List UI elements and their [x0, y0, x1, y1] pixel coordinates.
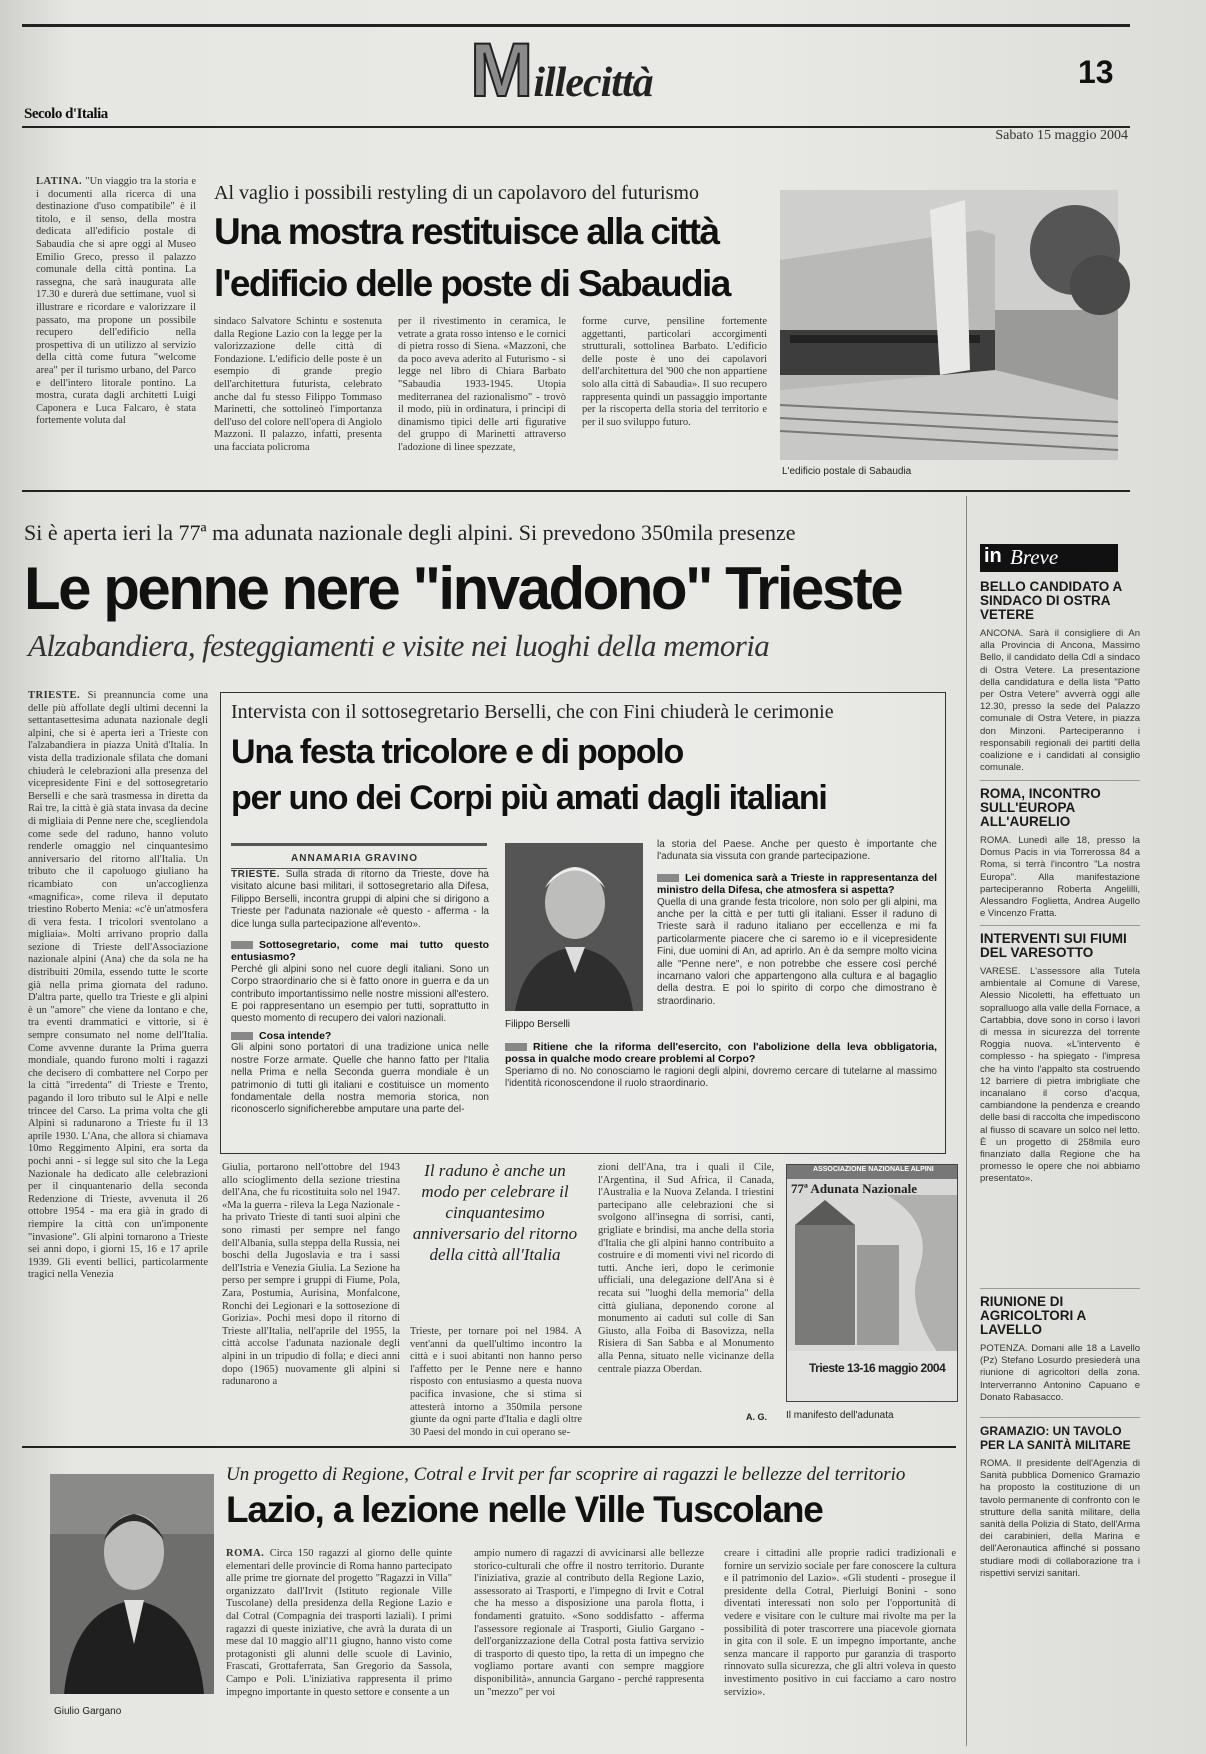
berselli-caption: Filippo Berselli [505, 1019, 571, 1030]
article-text: Circa 150 ragazzi al giorno delle quinte elementari delle provincie di Roma hanno partecipato alle prime tre giornate del progetto "Ragazzi in Villa" organizzato dall'Irvit (Istituto regionale Ville Tuscolane) della presidenza della Regione Lazio e dal Cotral (Compagnia dei trasporti laziali). I primi ragazzi di queste iniziative, che avrà la durata di un mese dal 10 maggio all'11 giugno, hanno visto come protagonisti gli alunni delle scuole di Lavinio, Frascati, Grottaferrata, San Gregorio da Sassola, Campo e Poli. L'iniziativa rappresenta il primo impegno importante in questo settore e consente a un [226, 1548, 452, 1698]
brevi-header-breve: Breve [1010, 545, 1059, 569]
brevi-text: ANCONA. Sarà il consigliere di An alla Provincia di Ancona, Massimo Bello, il candidato della Cdl a sindaco di Ostra Vetere. La presentazione della candidatura e della lista "Patto per Ostra Vetere" avverrà oggi alle 12.30, presso la sede del Palazzo comunale di Ostra Vetere, in piazza don Minzoni. Parteciperanno i responsabili regionali dei partiti della coalizione e i candidati al consiglio comunale. [980, 628, 1140, 774]
brevi-list [980, 580, 1140, 1614]
brevi-item [980, 1288, 1140, 1417]
brevi-text: ROMA. Lunedì alle 18, presso la Domus Pacis in via Torrerossa 84 a Roma, si terrà l'incontro "La nostra Europa". Alla manifestazione parteciperanno Roberta Angelilli, Alessandro Foglietta, Andrea Augello e Vincenzo Fratta. [980, 835, 1140, 920]
question-text: Cosa intende? [259, 1029, 332, 1042]
answer: Gli alpini sono portatori di una tradizione unica nelle nostre Forze armate. Quelle che hanno fatto per l'Italia nella Prima e nella Seconda guerra mondiale è un patrimonio di tutti gli italiani e costituisce un momento fondamentale della nostra memoria storica, non riconoscerlo significherebbe amputare una parte del- [231, 1042, 489, 1116]
adunata-poster [786, 1164, 958, 1402]
alpini-column-3: Trieste, per tornare poi nel 1984. A vent'anni da quell'ultimo incontro la città e i suoi abitanti non hanno perso l'affetto per le Penne nere e hanno risposto con entusiasmo a questa nuova pacifica invasione, che si stima si attesterà intorno a 350mila persone giunte da ogni parte d'Italia e dagli oltre 30 Paesi del mondo in cui operano se- [410, 1326, 582, 1438]
article-signature: A. G. [746, 1412, 768, 1422]
lazio-column-2: ampio numero di ragazzi di avvicinarsi alle bellezze storico-culturali che offre il nostro territorio. Durante l'iniziativa, grazie al contributo della Regione Lazio, assessorato ai Trasporti, e l'impegno di Irvit e Cotral che ha messo a disposizione una parola flotta, i fondamenti gratuito. «Sono soddisfatto - afferma l'assessore regionale ai Trasporti, Giulio Gargano - dell'organizzazione della Cotral posta fattiva servizio di trasporto di questo tipo, la retta di un impegno che vogliamo portare avanti con sempre maggiore disponibilità», annuncia Gargano - perché rappresenta un "mezzo" per voi [474, 1548, 704, 1698]
portrait-image [50, 1474, 214, 1694]
alpini-column-2: Giulia, portarono nell'ottobre del 1943 allo scioglimento della sezione triestina dell'Ana, che fu ricostituita solo nel 1947. «Ma la guerra - rileva la Lega Nazionale - ha privato Trieste di tanti suoi alpini che sono rimasti per sempre nel fango dell'Albania, sulla steppa della Russia, nei boschi della Jugoslavia e tra i sassi dell'Istria e Venezia Giulia. La Sezione ha perso per sempre i gruppi di Fiume, Pola, Zara, Postumia, Aurisina, Monfalcone, Ronchi dei Legionari e la sottosezione di Gorizia». Pochi mesi dopo il ritorno di Trieste all'Italia, nell'aprile del 1955, la città accolse l'adunata nazionale degli alpini in un tripudio di folla; e dieci anni dopo (1965) nuovamente gli alpini si radunarono a [222, 1162, 400, 1388]
brevi-title: INTERVENTI SUI FIUMI DEL VARESOTTO [980, 931, 1127, 960]
question [657, 872, 937, 897]
poster-caption: Il manifesto dell'adunata [786, 1410, 894, 1421]
post-office-building-image [780, 190, 1118, 460]
brevi-item [980, 780, 1140, 925]
brevi-item [980, 925, 1140, 1288]
berselli-photo [505, 843, 643, 1011]
gargano-caption: Giulio Gargano [54, 1706, 122, 1717]
sabaudia-column-3: per il rivestimento in ceramica, le vetrate a grata rosso intenso e le cornici di pietra rosso di Siena. «Mazzoni, che da poco aveva aderito al Futurismo - si legge nel libro di Chiara Barbato "Sabaudia 1933-1945. Utopia mediterranea del razionalismo" - trovò il modo, più in ordinatura, i princìpi di dinamismo tipici delle arti figurative del gruppo di Marinetti attraverso l'adozione di linee spezzate, [398, 316, 566, 453]
section-initial: M [470, 28, 534, 113]
question [505, 1041, 937, 1066]
article-text: Si preannuncia come una delle più affollate degli ultimi decenni la settantasettesima adunata nazionale degli alpini, che si è aperta ieri a Trieste con l'alzabandiera in piazza Unità d'Italia. In vista della tradizionale sfilata che domani chiuderà le celebrazioni alla presenza del vicepresidente Fini e del sottosegretario Berselli e che sarà trasmessa in diretta da Rai tre, la città è già stata invasa da decine di migliaia di Penne nere che, scegliendola come sede del raduno, hanno voluto renderle omaggio nel cinquantesimo anniversario del ritorno all'Italia. Un tributo che il capoluogo giuliano ha ricambiato con un'accoglienza «magnifica», come rileva il deputato triestino Roberto Menia: «c'è un'atmosfera di vera festa. I tricolori sventolano a migliaia». Molti arrivano proprio dalla sezione di Trieste dell'Associazione nazionale alpini (Ana) che da sola ne ha distribuiti 20mila, essendo tutte le scorte già nella prima giornata del raduno. D'altra parte, quello tra Trieste e gli alpini è un "amore" che viene da lontano e che, tra eventi drammatici e vittorie, si è sempre consumato nel nome dell'Italia. Come avvenne durante la Prima guerra mondiale, quando furono molti i ragazzi che decisero di combattere nel Corpo per la città "irredenta" di Trieste e Trento, pagando il loro tributo sul le Alpi e nelle trincee del Carso. La prima volta che gli Alpini si radunarono a Trieste fu il 13 aprile 1930. L'Ana, che allora si chiamava 10mo Reggimento Alpini, era sorta da pochi anni - si legge sul sito che la Lega Nazionale ha dedicato alle celebrazioni per il cinquantenario della seconda Redenzione di Trieste, avvenuta il 26 ottobre 1954 - ma era già in grado di riempire la città con un'imponente "invasione". Gli alpini tornarono a Trieste sei anni dopo, i giorni 15, 16 e 17 aprile 1939. Gli eventi bellici, particolarmente tragici nella Venezia [28, 690, 208, 1281]
interview-bottom [505, 1041, 937, 1147]
sabaudia-headline [214, 206, 774, 310]
lead-city: TRIESTE. [28, 690, 81, 701]
brevi-text: VARESE. L'assessore alla Tutela ambientale al Comune di Varese, Alessio Nicoletti, ha effettuato un sopralluogo alla valle della Fornace, a Cartabbia, dove sono in corso i lavori di messa in sicurezza del torrente Roggia nuova. «L'intervento è complesso - ha spiegato - l'impresa che ha vinto l'appalto sta costruendo 12 barriere di pietra imbrigliate che incanalano il corso d'acqua, cambiandone la pendenza e creando delle basi di raccolta che impediscono al fiusso di scavare un solco nel letto. È un progetto di 258mila euro finanziato dalla Regione che ha promesso le opere che noi abbiamo presentato». [980, 966, 1141, 1185]
answer: Quella di una grande festa tricolore, non solo per gli alpini, ma anche per la città e per tutti gli italiani. Esser il raduno di Trieste sarà il raduno italiano per eccellenza e mi fa particolarmente piacere che ci saremo io e il vicepresidente Fini, due uomini di An, ad aprirlo. An è da sempre molto vicina alle "Penne nere", e non potrebbe che essere così perché incarnano valori che appartengono alla cultura e al bagaglio della destra. E poi lo spirito di corpo che dimostrano è straordinario. [657, 896, 937, 1007]
headline-line: Una mostra restituisce alla città [214, 211, 719, 252]
brevi-text: POTENZA. Domani alle 18 a Lavello (Pz) Stefano Losurdo presiederà una riunione di agricoltori della zona. Interverranno Antonino Capuano e Donato Rabasacco. [980, 1343, 1140, 1403]
question [231, 939, 489, 964]
brevi-title: RIUNIONE DI AGRICOLTORI A LAVELLO [980, 1294, 1086, 1337]
lazio-kicker: Un progetto di Regione, Cotral e Irvit per far scoprire ai ragazzi le bellezze del territorio [226, 1464, 906, 1485]
question-text: Lei domenica sarà a Trieste in rappresentanza del ministro della Difesa, che atmosfera si aspetta? [657, 871, 937, 897]
headline-line: Una festa tricolore e di popolo [231, 733, 684, 771]
top-rule [22, 24, 1130, 27]
poster-title: 77ª Adunata Nazionale [791, 1181, 917, 1196]
lead-city: TRIESTE. [231, 869, 281, 880]
portrait-image [505, 843, 643, 1011]
section-name: illecittà [533, 60, 653, 106]
lazio-column-3: creare i cittadini alle proprie radici tradizionali e fornire un servizio sociale per fare conoscere la cultura e il patrimonio del Lazio». «Gli studenti - prosegue il presidente della Cotral, Pierluigi Bonini - sono diventati interessati non solo per l'opportunità di vedere e visitare con le culture mai rivolte ma per la possibilità di poter trascorrere una piacevole giornata in gita con il sole. E un impegno importante, anche senza mancare il rapporto pur garanzia di trasporto rinnovato sulla sicurezza, che gli altri voleva in questo investimento positivo in cui facciamo a caro nostro servizio». [724, 1548, 956, 1698]
byline-name: ANNAMARIA GRAVINO [291, 853, 418, 864]
brevi-title: GRAMAZIO: UN TAVOLO PER LA SANITÀ MILITARE [980, 1424, 1131, 1452]
newspaper-name: Secolo d'Italia [24, 106, 108, 122]
brevi-item [980, 1417, 1140, 1614]
sabaudia-column-4: forme curve, pensiline fortemente aggettanti, particolari accorgimenti strutturali, sottolinea Barbato. L'edificio delle poste è uno dei capolavori dell'architettura del '900 che non appartiene solo alla città di Sabaudia». Il suo recupero rappresenta quindi un passaggio importante per la riscoperta della storia del territorio e per il suo sviluppo futuro. [582, 316, 767, 428]
answer: Speriamo di no. No conosciamo le ragioni degli alpini, dovremo cercare di tutelarne al massimo l'identità riconoscendone il ruolo straordinario. [505, 1065, 937, 1090]
sabaudia-lead-column [36, 176, 196, 476]
lead-city: ROMA. [226, 1548, 265, 1559]
interview-intro: Sulla strada di ritorno da Trieste, dove ha visitato alcune basi militari, il sottosegretario alla Difesa, Filippo Berselli, incontra gruppi di alpini che si dirigono a Trieste per l'adunata nazionale «è questo - afferma - la dice lunga sulla partecipazione all'evento». [231, 869, 489, 930]
gargano-photo [50, 1474, 214, 1694]
alpini-kicker: Si è aperta ieri la 77ª ma adunata nazionale degli alpini. Si prevedono 350mila presenze [24, 520, 796, 545]
section-divider [22, 490, 1130, 492]
pull-quote: Il raduno è anche un modo per celebrare il cinquantesimo anniversario del ritorno della città all'Italia [412, 1161, 578, 1264]
lazio-headline: Lazio, a lezione nelle Ville Tuscolane [226, 1489, 823, 1530]
page-number: 13 [1078, 54, 1114, 90]
lazio-column-1 [226, 1548, 452, 1742]
alpini-column-1 [28, 690, 208, 1440]
poster-header: ASSOCIAZIONE NAZIONALE ALPINI [813, 1166, 934, 1173]
headline-line: per uno dei Corpi più amati dagli italiani [231, 779, 827, 817]
section-logo [470, 28, 653, 113]
byline [231, 843, 487, 869]
article-text: "Un viaggio tra la storia e i documenti alla ricerca di una destinazione d'uso compatibile" è il titolo, e il senso, della mostra dedicata all'edificio postale di Sabaudia che si apre oggi al Museo Emilio Greco, presso il palazzo comunale della città pontina. La rassegna, che sarà inaugurata alle 17.30 e durerà due settimane, vuol sì illustrare e ricordare e valorizzare il passato, ma propone un possibile recupero dell'edificio nella prospettiva di un utilizzo al servizio della città come futura "welcome area" per il turismo urbano, del Parco e dell'intero litorale pontino. La mostra, curata dagli architetti Luigi Caponera e Luca Falcaro, è stata fortemente voluta dal [36, 176, 196, 427]
brevi-header [980, 544, 1118, 572]
interview-box [220, 692, 946, 1154]
brevi-title: ROMA, INCONTRO SULL'EUROPA ALL'AURELIO [980, 786, 1101, 829]
sidebar-divider [966, 496, 967, 1746]
poster-event-dates: Trieste 13-16 maggio 2004 [809, 1361, 946, 1375]
question [231, 1030, 489, 1042]
section-divider [22, 1446, 956, 1448]
alpini-subheadline: Alzabandiera, festeggiamenti e visite nei luoghi della memoria [28, 628, 770, 663]
interview-left-column [231, 869, 489, 1145]
lead-city: LATINA. [36, 176, 83, 187]
brevi-text: ROMA. Il presidente dell'Agenzia di Sanità pubblica Domenico Gramazio ha proposto la costituzione di un tavolo permanente di confronto con le strutture della sanità militare, della sanità della Polizia di Stato, dell'Arma dei carabinieri, della Marina e dell'Aeronautica affinché si possano studiare modi di collaborazione tra i rispettivi servizi sanitari. [980, 1458, 1140, 1579]
alpini-headline: Le penne nere "invadono" Trieste [24, 555, 902, 622]
alpini-column-4: zioni dell'Ana, tra i quali il Cile, l'Argentina, il Sud Africa, il Canada, l'Australia e la Nuova Zelanda. I triestini partecipano alle celebrazioni che si svolgono all'insegna di sorrisi, canti, grigliate e brindisi, ma anche della storia d'Italia che gli alpini hanno contribuito a costruire e di momenti vivi nel ricordo di tutti. Anche ieri, dopo le cerimonie ufficiali, una delegazione dell'Ana si è recata sui "luoghi della memoria" della città giuliana, deponendo corone al monumento ai caduti sul colle di San Giusto, alla Foiba di Basovizza, nella Risiera di San Sabba e al Monumento alla Penna, situato nelle vicinanze della centrale piazza Oberdan. [598, 1162, 774, 1375]
interview-headline [231, 729, 941, 821]
interview-kicker: Intervista con il sottosegretario Berselli, che con Fini chiuderà le cerimonie [231, 701, 834, 723]
brevi-header-in: in [984, 545, 1002, 567]
brevi-title: BELLO CANDIDATO A SINDACO DI OSTRA VETERE [980, 579, 1122, 622]
question-text: Ritiene che la riforma dell'esercito, con l'abolizione della leva obbligatoria, possa in qualche modo creare problemi al Corpo? [505, 1041, 937, 1066]
brevi-item [980, 580, 1140, 780]
issue-date: Sabato 15 maggio 2004 [995, 128, 1128, 143]
question-text: Sottosegretario, come mai tutto questo entusiasmo? [231, 939, 489, 964]
answer: Perché gli alpini sono nel cuore degli italiani. Sono un Corpo straordinario che si è fatto onore in guerra e da un contributo importantissimo nelle nostre missioni all'estero. E poi rappresentano un esempio per tutti, soprattutto in questo momento di recupero dei valori nazionali. [231, 963, 489, 1025]
sabaudia-photo-caption: L'edificio postale di Sabaudia [782, 466, 912, 477]
headline-line: l'edificio delle poste di Sabaudia [214, 263, 730, 304]
sabaudia-photo [780, 190, 1118, 460]
sabaudia-kicker: Al vaglio i possibili restyling di un capolavoro del futurismo [214, 182, 699, 204]
sabaudia-column-2: sindaco Salvatore Schintu e sostenuta dalla Regione Lazio con la legge per la valorizzazione delle città di Fondazione. L'edificio delle poste è un esempio di grande pregio dell'architettura futurista, celebrato anche dal fu stesso Filippo Tommaso Marinetti, che sottolineò l'importanza dell'uso del colore nell'opera di Angiolo Mazzoni. Il palazzo, infatti, presenta una facciata policroma [214, 316, 382, 453]
answer: la storia del Paese. Anche per questo è importante che l'adunata sia vissuta con grande partecipazione. [657, 839, 937, 863]
